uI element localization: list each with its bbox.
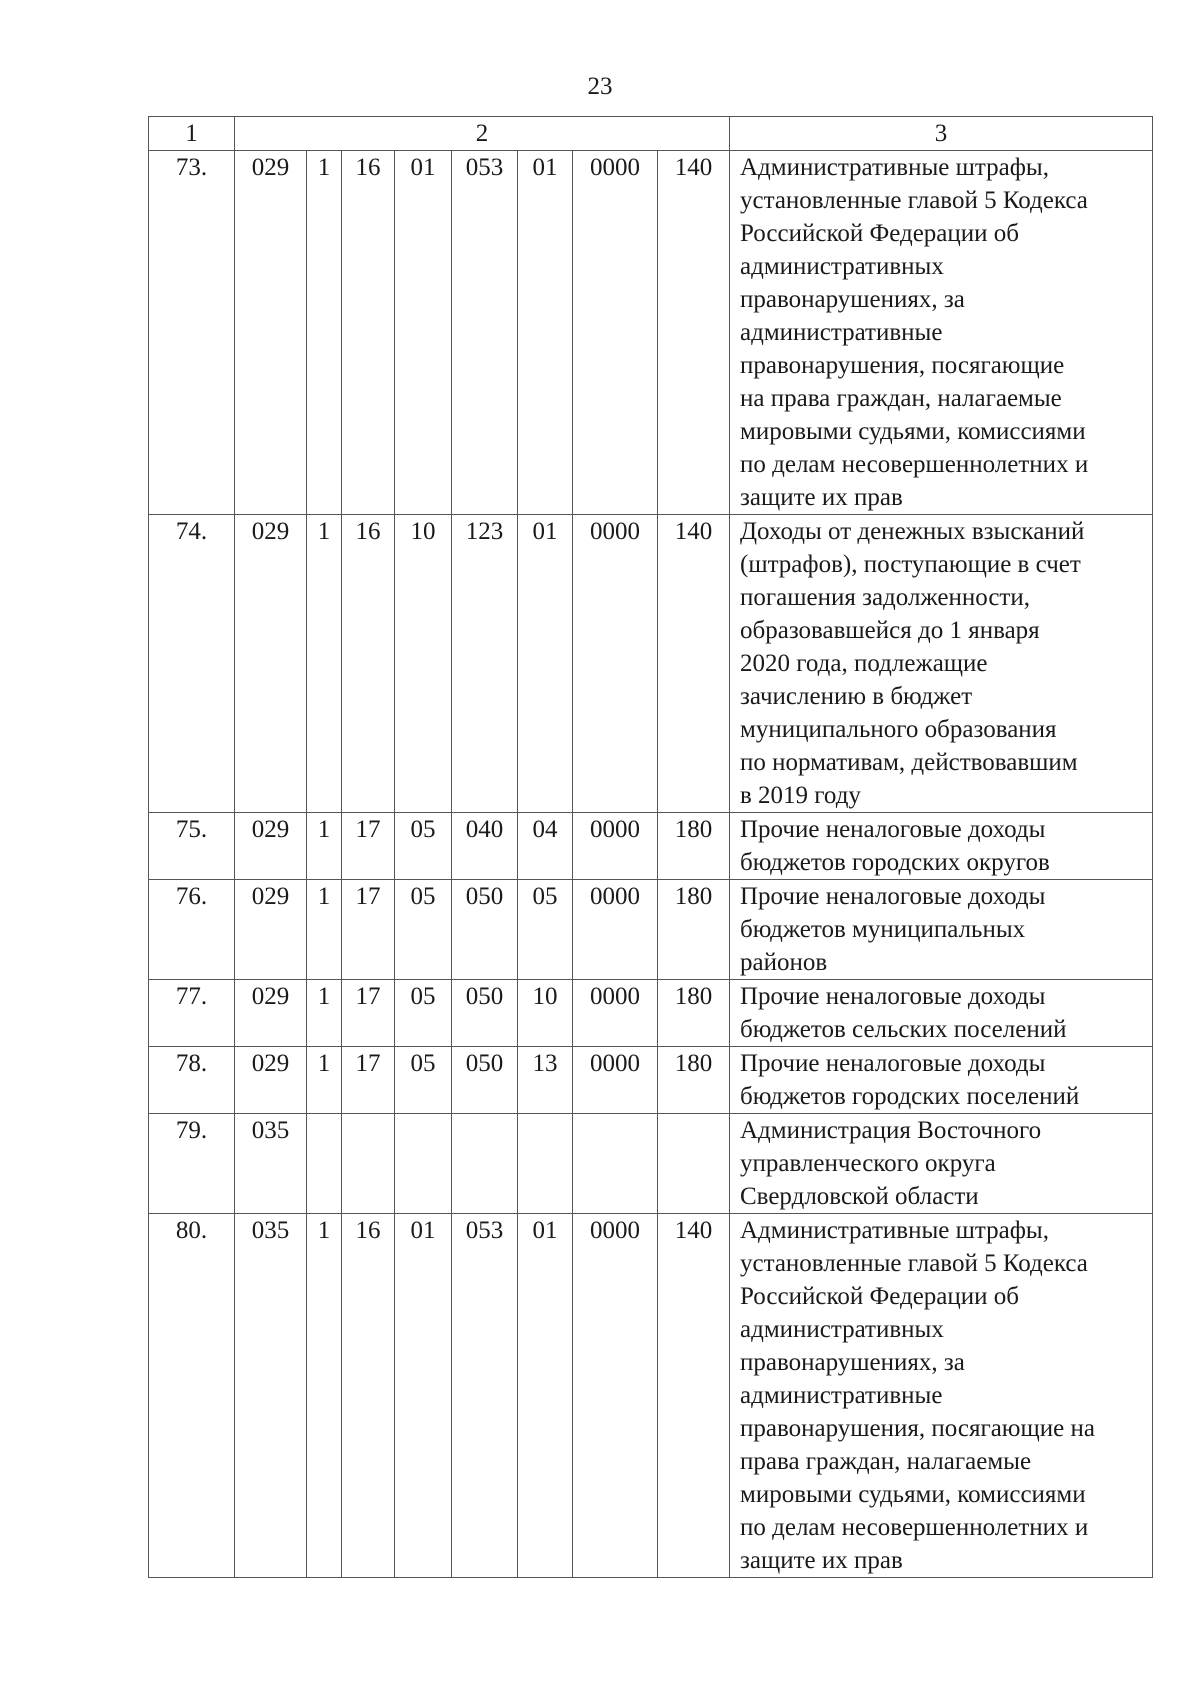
row-number: 74. (149, 515, 235, 813)
code-part-c7 (573, 1114, 658, 1214)
code-part-c2: 1 (307, 515, 342, 813)
row-number: 78. (149, 1047, 235, 1114)
table-row (149, 515, 1153, 813)
description-line: в 2019 году (740, 782, 861, 809)
code-part-c2: 1 (307, 1214, 342, 1578)
description-line: (штрафов), поступающие в счет (740, 551, 1081, 578)
description-line: установленные главой 5 Кодекса (740, 187, 1088, 214)
code-part-c2 (307, 1114, 342, 1214)
description-line: Российской Федерации об (740, 220, 1019, 247)
code-part-c5: 123 (452, 515, 518, 813)
code-part-c7: 0000 (573, 880, 658, 980)
description-line: правонарушениях, за (740, 286, 965, 313)
description-line: защите их прав (740, 484, 903, 511)
code-part-c5: 050 (452, 980, 518, 1047)
code-part-c6: 01 (518, 151, 573, 515)
code-part-c3 (342, 1114, 395, 1214)
code-part-c6: 04 (518, 813, 573, 880)
page-number: 23 (587, 73, 613, 100)
description-line: Прочие неналоговые доходы (740, 1050, 1046, 1077)
description-line: на права граждан, налагаемые (740, 385, 1062, 412)
code-part-c5 (452, 1114, 518, 1214)
table-row (149, 1114, 1153, 1214)
row-number: 77. (149, 980, 235, 1047)
code-part-c4 (395, 1114, 452, 1214)
code-part-c7: 0000 (573, 1047, 658, 1114)
description-line: административных (740, 253, 944, 280)
row-number: 79. (149, 1114, 235, 1214)
table-row (149, 1047, 1153, 1114)
table-row (149, 880, 1153, 980)
code-part-c4: 01 (395, 151, 452, 515)
code-part-c3: 16 (342, 515, 395, 813)
code-part-c6 (518, 1114, 573, 1214)
description-line: мировыми судьями, комиссиями (740, 1481, 1086, 1508)
description-line: по нормативам, действовавшим (740, 749, 1078, 776)
code-part-c3: 17 (342, 1047, 395, 1114)
code-part-c4: 05 (395, 980, 452, 1047)
description-line: Прочие неналоговые доходы (740, 816, 1046, 843)
code-part-c1: 029 (235, 980, 307, 1047)
code-part-c1: 029 (235, 880, 307, 980)
code-part-c2: 1 (307, 980, 342, 1047)
row-number: 80. (149, 1214, 235, 1578)
row-description (730, 515, 1153, 813)
code-part-c8: 180 (658, 880, 730, 980)
description-line: правонарушения, посягающие (740, 352, 1065, 379)
code-part-c3: 16 (342, 1214, 395, 1578)
code-part-c4: 05 (395, 1047, 452, 1114)
row-description (730, 1114, 1153, 1214)
description-line: административные (740, 319, 943, 346)
description-line: правонарушениях, за (740, 1349, 965, 1376)
description-line: Прочие неналоговые доходы (740, 883, 1046, 910)
description-line: бюджетов городских поселений (740, 1083, 1080, 1110)
header-row (149, 117, 1153, 151)
description-line: бюджетов муниципальных (740, 916, 1026, 943)
code-part-c2: 1 (307, 151, 342, 515)
table-row (149, 813, 1153, 880)
code-part-c1: 029 (235, 515, 307, 813)
code-part-c6: 05 (518, 880, 573, 980)
description-line: Свердловской области (740, 1183, 979, 1210)
row-number: 73. (149, 151, 235, 515)
description-line: Российской Федерации об (740, 1283, 1019, 1310)
table-row (149, 151, 1153, 515)
description-line: Административные штрафы, (740, 1217, 1049, 1244)
code-part-c7: 0000 (573, 813, 658, 880)
description-line: управленческого округа (740, 1150, 996, 1177)
row-number: 76. (149, 880, 235, 980)
description-line: районов (740, 949, 828, 976)
code-part-c8: 180 (658, 1047, 730, 1114)
code-part-c3: 17 (342, 880, 395, 980)
code-part-c1: 029 (235, 151, 307, 515)
code-part-c6: 01 (518, 515, 573, 813)
description-line: Администрация Восточного (740, 1117, 1042, 1144)
code-part-c2: 1 (307, 1047, 342, 1114)
description-line: Прочие неналоговые доходы (740, 983, 1046, 1010)
code-part-c6: 10 (518, 980, 573, 1047)
code-part-c7: 0000 (573, 1214, 658, 1578)
header-col-3: 3 (730, 117, 1153, 151)
code-part-c2: 1 (307, 813, 342, 880)
description-line: по делам несовершеннолетних и (740, 451, 1089, 478)
header-col-2: 2 (235, 117, 730, 151)
row-description (730, 880, 1153, 980)
description-line: установленные главой 5 Кодекса (740, 1250, 1088, 1277)
code-part-c3: 16 (342, 151, 395, 515)
description-line: Доходы от денежных взысканий (740, 518, 1085, 545)
code-part-c6: 13 (518, 1047, 573, 1114)
code-part-c1: 035 (235, 1114, 307, 1214)
code-part-c5: 053 (452, 151, 518, 515)
description-line: 2020 года, подлежащие (740, 650, 988, 677)
description-line: по делам несовершеннолетних и (740, 1514, 1089, 1541)
code-part-c5: 040 (452, 813, 518, 880)
table-row (149, 980, 1153, 1047)
budget-codes-table (148, 116, 1153, 1578)
code-part-c8: 140 (658, 151, 730, 515)
row-number: 75. (149, 813, 235, 880)
description-line: правонарушения, посягающие на (740, 1415, 1095, 1442)
code-part-c8: 140 (658, 1214, 730, 1578)
code-part-c7: 0000 (573, 515, 658, 813)
code-part-c1: 029 (235, 1047, 307, 1114)
code-part-c5: 050 (452, 1047, 518, 1114)
code-part-c4: 05 (395, 813, 452, 880)
row-description (730, 813, 1153, 880)
code-part-c8: 180 (658, 813, 730, 880)
row-description (730, 151, 1153, 515)
description-line: зачислению в бюджет (740, 683, 973, 710)
code-part-c8: 140 (658, 515, 730, 813)
code-part-c3: 17 (342, 813, 395, 880)
table-row (149, 1214, 1153, 1578)
code-part-c6: 01 (518, 1214, 573, 1578)
description-line: бюджетов сельских поселений (740, 1016, 1067, 1043)
code-part-c4: 05 (395, 880, 452, 980)
code-part-c7: 0000 (573, 151, 658, 515)
code-part-c7: 0000 (573, 980, 658, 1047)
code-part-c8: 180 (658, 980, 730, 1047)
code-part-c4: 10 (395, 515, 452, 813)
description-line: погашения задолженности, (740, 584, 1030, 611)
description-line: образовавшейся до 1 января (740, 617, 1040, 644)
code-part-c3: 17 (342, 980, 395, 1047)
header-col-1: 1 (149, 117, 235, 151)
row-description (730, 980, 1153, 1047)
description-line: права граждан, налагаемые (740, 1448, 1032, 1475)
description-line: административных (740, 1316, 944, 1343)
code-part-c5: 050 (452, 880, 518, 980)
description-line: бюджетов городских округов (740, 849, 1050, 876)
description-line: муниципального образования (740, 716, 1057, 743)
row-description (730, 1214, 1153, 1578)
code-part-c1: 029 (235, 813, 307, 880)
code-part-c5: 053 (452, 1214, 518, 1578)
code-part-c4: 01 (395, 1214, 452, 1578)
row-description (730, 1047, 1153, 1114)
description-line: административные (740, 1382, 943, 1409)
code-part-c8 (658, 1114, 730, 1214)
description-line: Административные штрафы, (740, 154, 1049, 181)
code-part-c1: 035 (235, 1214, 307, 1578)
code-part-c2: 1 (307, 880, 342, 980)
description-line: мировыми судьями, комиссиями (740, 418, 1086, 445)
description-line: защите их прав (740, 1547, 903, 1574)
